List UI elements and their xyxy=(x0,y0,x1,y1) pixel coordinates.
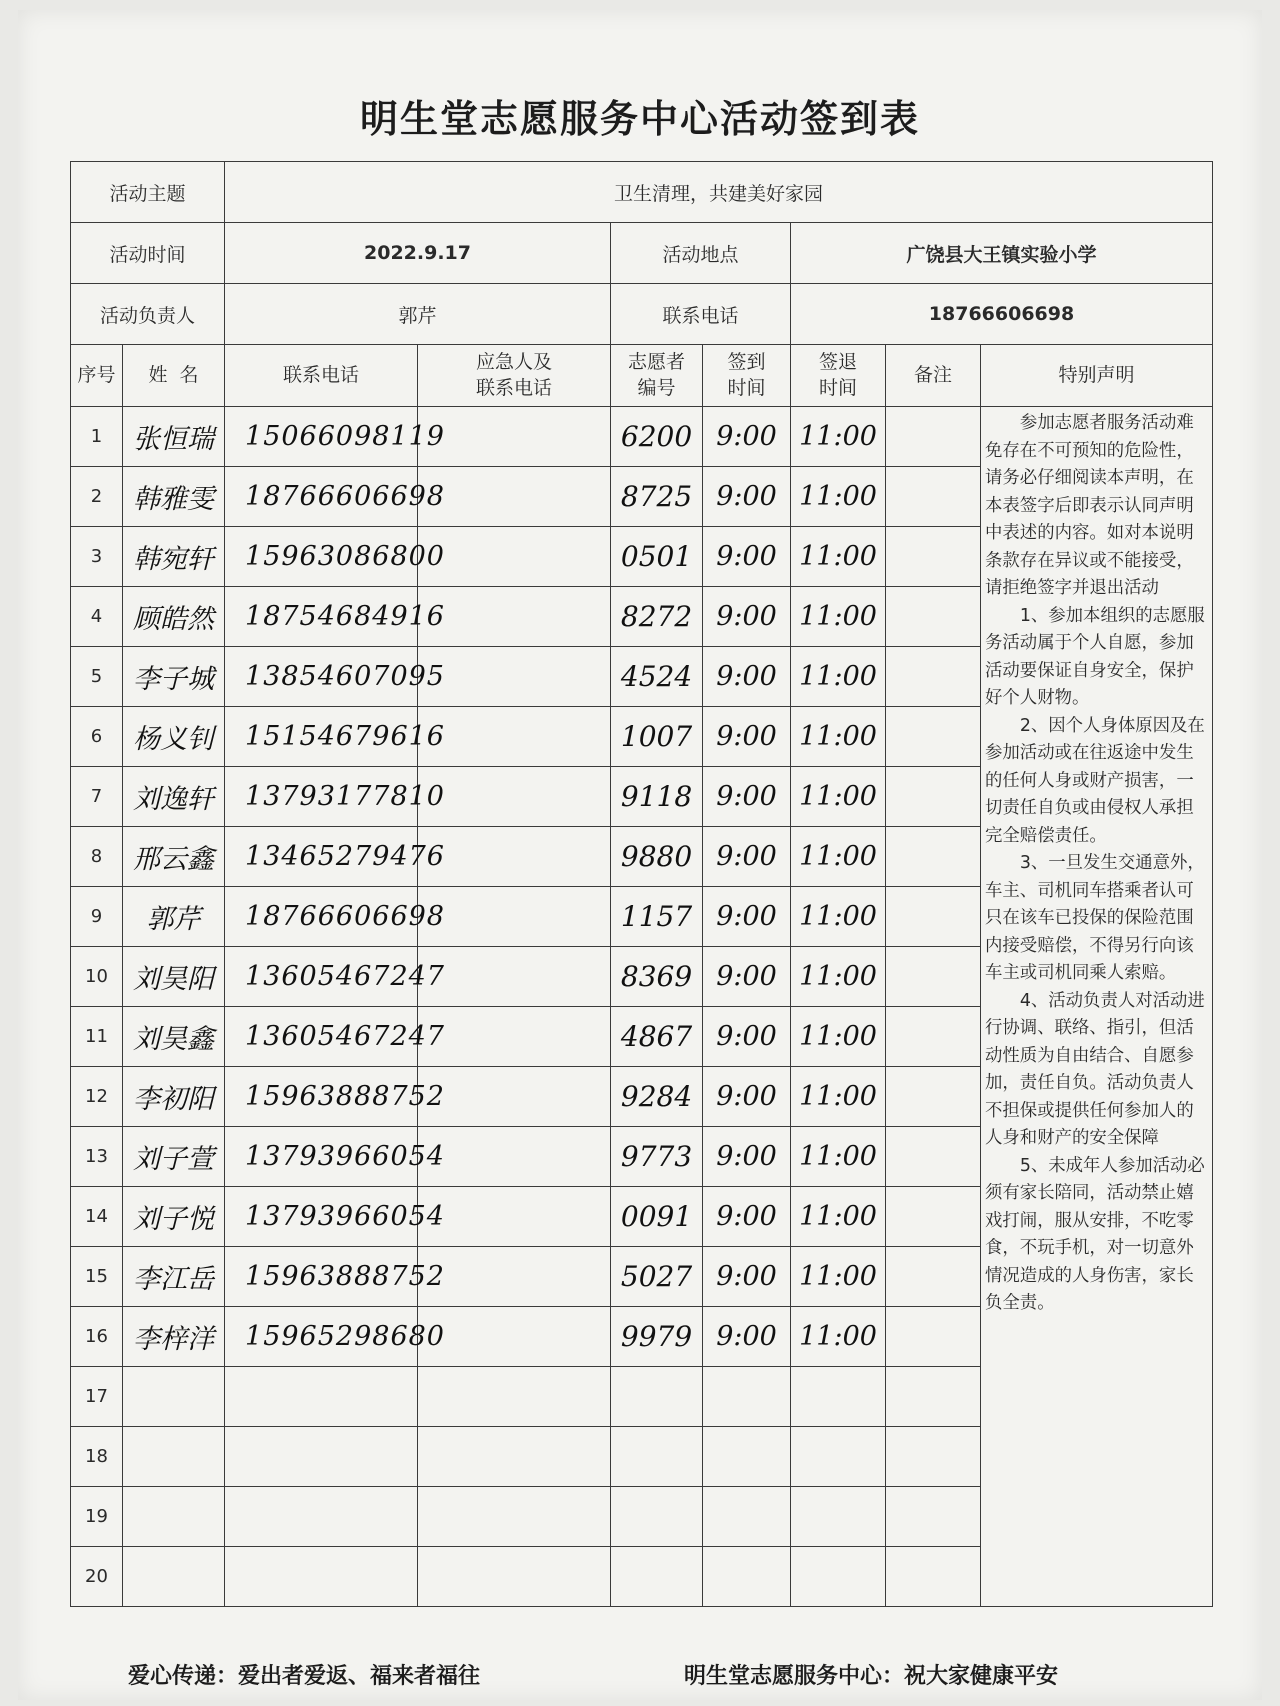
statement-paragraph: 4、活动负责人对活动进行协调、联络、指引，但活动性质为自由结合、自愿参加，责任自负。活动负责人不担保或提供任何参加人的人身和财产的安全保障 xyxy=(985,990,1205,1148)
row-remark xyxy=(886,1367,981,1427)
row-volunteer-id: 1157 xyxy=(611,887,703,947)
row-remark xyxy=(886,767,981,827)
table-row xyxy=(71,407,1213,467)
row-checkout-time: 11:00 xyxy=(791,1067,886,1127)
row-emergency xyxy=(418,887,611,947)
row-checkout-time xyxy=(791,1427,886,1487)
row-checkin-time: 9:00 xyxy=(703,767,791,827)
row-seq: 15 xyxy=(71,1247,123,1307)
row-volunteer-id xyxy=(611,1427,703,1487)
row-remark xyxy=(886,467,981,527)
row-remark xyxy=(886,1127,981,1187)
row-volunteer-id: 1007 xyxy=(611,707,703,767)
row-volunteer-id xyxy=(611,1547,703,1607)
header-checkout-line2: 时间 xyxy=(819,376,858,399)
row-name: 刘昊阳 xyxy=(123,947,225,1007)
row-emergency xyxy=(418,1127,611,1187)
row-volunteer-id: 4524 xyxy=(611,647,703,707)
row-volunteer-id xyxy=(611,1487,703,1547)
row-seq: 18 xyxy=(71,1427,123,1487)
row-name xyxy=(123,1367,225,1427)
row-name: 杨义钊 xyxy=(123,707,225,767)
row-phone: 18766606698 xyxy=(225,887,418,947)
row-name: 邢云鑫 xyxy=(123,827,225,887)
row-checkin-time xyxy=(703,1367,791,1427)
leader-label: 活动负责人 xyxy=(71,284,225,345)
header-emergency xyxy=(418,345,611,407)
row-volunteer-id: 0091 xyxy=(611,1187,703,1247)
row-checkout-time: 11:00 xyxy=(791,647,886,707)
row-seq: 19 xyxy=(71,1487,123,1547)
row-checkout-time: 11:00 xyxy=(791,1127,886,1187)
row-name: 李初阳 xyxy=(123,1067,225,1127)
statement-paragraph: 3、一旦发生交通意外，车主、司机同车搭乘者认可只在该车已投保的保险范围内接受赔偿，不得另行向该车主或司机同乘人索赔。 xyxy=(985,853,1205,983)
row-remark xyxy=(886,587,981,647)
row-checkin-time: 9:00 xyxy=(703,587,791,647)
row-seq: 16 xyxy=(71,1307,123,1367)
row-seq: 20 xyxy=(71,1547,123,1607)
row-phone xyxy=(225,1547,418,1607)
row-checkin-time xyxy=(703,1487,791,1547)
info-row-theme xyxy=(71,162,1213,223)
row-checkin-time: 9:00 xyxy=(703,407,791,467)
row-phone xyxy=(225,1487,418,1547)
row-name: 顾皓然 xyxy=(123,587,225,647)
row-phone: 13793966054 xyxy=(225,1127,418,1187)
sign-in-table xyxy=(70,161,1213,1607)
row-volunteer-id: 9773 xyxy=(611,1127,703,1187)
time-label: 活动时间 xyxy=(71,223,225,284)
row-checkout-time: 11:00 xyxy=(791,1307,886,1367)
row-seq: 6 xyxy=(71,707,123,767)
row-checkin-time: 9:00 xyxy=(703,1007,791,1067)
row-phone xyxy=(225,1367,418,1427)
row-seq: 17 xyxy=(71,1367,123,1427)
row-checkin-time: 9:00 xyxy=(703,647,791,707)
row-remark xyxy=(886,407,981,467)
row-seq: 5 xyxy=(71,647,123,707)
row-name: 韩宛轩 xyxy=(123,527,225,587)
header-checkin-line1: 签到 xyxy=(727,350,766,373)
row-name xyxy=(123,1547,225,1607)
row-checkin-time: 9:00 xyxy=(703,707,791,767)
row-phone xyxy=(225,1427,418,1487)
row-seq: 8 xyxy=(71,827,123,887)
row-remark xyxy=(886,1307,981,1367)
header-checkout-line1: 签退 xyxy=(819,350,858,373)
row-checkin-time: 9:00 xyxy=(703,1247,791,1307)
statement-paragraph: 1、参加本组织的志愿服务活动属于个人自愿，参加活动要保证自身安全，保护好个人财物。 xyxy=(985,605,1205,708)
page-title: 明生堂志愿服务中心活动签到表 xyxy=(359,97,920,141)
place-label: 活动地点 xyxy=(611,223,791,284)
row-name: 李梓洋 xyxy=(123,1307,225,1367)
row-seq: 2 xyxy=(71,467,123,527)
row-emergency xyxy=(418,1187,611,1247)
row-checkout-time: 11:00 xyxy=(791,1007,886,1067)
row-checkout-time xyxy=(791,1547,886,1607)
header-seq: 序号 xyxy=(71,345,123,407)
row-phone: 15066098119 xyxy=(225,407,418,467)
row-emergency xyxy=(418,827,611,887)
row-seq: 7 xyxy=(71,767,123,827)
row-emergency xyxy=(418,1247,611,1307)
row-phone: 15963888752 xyxy=(225,1067,418,1127)
row-remark xyxy=(886,827,981,887)
row-remark xyxy=(886,1067,981,1127)
header-statement: 特别声明 xyxy=(981,345,1213,407)
row-phone: 18754684916 xyxy=(225,587,418,647)
header-checkin xyxy=(703,345,791,407)
row-name xyxy=(123,1487,225,1547)
row-emergency xyxy=(418,527,611,587)
footer-left-slogan: 爱心传递：爱出者爱返、福来者福往 xyxy=(128,1664,481,1689)
row-seq: 10 xyxy=(71,947,123,1007)
row-remark xyxy=(886,947,981,1007)
theme-value: 卫生清理，共建美好家园 xyxy=(225,162,1213,223)
row-checkout-time: 11:00 xyxy=(791,407,886,467)
row-remark xyxy=(886,1547,981,1607)
row-emergency xyxy=(418,947,611,1007)
row-remark xyxy=(886,1487,981,1547)
row-volunteer-id: 9118 xyxy=(611,767,703,827)
row-name: 郭芹 xyxy=(123,887,225,947)
statement-paragraph: 参加志愿者服务活动难免存在不可预知的危险性，请务必仔细阅读本声明，在本表签字后即表示认同声明中表述的内容。如对本说明条款存在异议或不能接受，请拒绝签字并退出活动 xyxy=(985,413,1194,598)
row-checkout-time xyxy=(791,1367,886,1427)
row-name: 李子城 xyxy=(123,647,225,707)
row-seq: 4 xyxy=(71,587,123,647)
row-name: 刘子悦 xyxy=(123,1187,225,1247)
row-name: 刘子萱 xyxy=(123,1127,225,1187)
row-volunteer-id: 9284 xyxy=(611,1067,703,1127)
leader-phone-value: 18766606698 xyxy=(791,284,1213,345)
row-emergency xyxy=(418,1487,611,1547)
row-volunteer-id: 0501 xyxy=(611,527,703,587)
row-phone: 15963888752 xyxy=(225,1247,418,1307)
row-emergency xyxy=(418,1427,611,1487)
row-checkin-time: 9:00 xyxy=(703,1127,791,1187)
row-phone: 13793177810 xyxy=(225,767,418,827)
row-checkout-time: 11:00 xyxy=(791,947,886,1007)
row-emergency xyxy=(418,1547,611,1607)
header-checkin-line2: 时间 xyxy=(727,376,766,399)
row-name: 李江岳 xyxy=(123,1247,225,1307)
row-checkout-time: 11:00 xyxy=(791,827,886,887)
row-volunteer-id: 4867 xyxy=(611,1007,703,1067)
column-header-row xyxy=(71,345,1213,407)
special-statement xyxy=(981,407,1213,1607)
header-volunteer-id xyxy=(611,345,703,407)
row-remark xyxy=(886,707,981,767)
row-checkout-time: 11:00 xyxy=(791,707,886,767)
time-value: 2022.9.17 xyxy=(225,223,611,284)
row-emergency xyxy=(418,587,611,647)
row-volunteer-id: 9880 xyxy=(611,827,703,887)
theme-label: 活动主题 xyxy=(71,162,225,223)
row-volunteer-id: 8369 xyxy=(611,947,703,1007)
row-remark xyxy=(886,887,981,947)
row-name: 张恒瑞 xyxy=(123,407,225,467)
row-checkout-time: 11:00 xyxy=(791,527,886,587)
row-checkin-time: 9:00 xyxy=(703,1307,791,1367)
row-emergency xyxy=(418,1067,611,1127)
row-volunteer-id xyxy=(611,1367,703,1427)
header-checkout xyxy=(791,345,886,407)
info-row-leader xyxy=(71,284,1213,345)
row-emergency xyxy=(418,467,611,527)
row-volunteer-id: 6200 xyxy=(611,407,703,467)
row-remark xyxy=(886,647,981,707)
row-phone: 13854607095 xyxy=(225,647,418,707)
row-remark xyxy=(886,527,981,587)
row-volunteer-id: 5027 xyxy=(611,1247,703,1307)
leader-phone-label: 联系电话 xyxy=(611,284,791,345)
row-phone: 15963086800 xyxy=(225,527,418,587)
row-checkin-time: 9:00 xyxy=(703,1187,791,1247)
row-checkout-time xyxy=(791,1487,886,1547)
row-seq: 11 xyxy=(71,1007,123,1067)
row-phone: 15965298680 xyxy=(225,1307,418,1367)
header-emergency-line1: 应急人及 xyxy=(476,350,553,373)
row-phone: 13605467247 xyxy=(225,947,418,1007)
row-seq: 1 xyxy=(71,407,123,467)
row-checkin-time: 9:00 xyxy=(703,527,791,587)
statement-paragraph: 5、未成年人参加活动必须有家长陪同，活动禁止嬉戏打闹，服从安排，不吃零食，不玩手机，对一切意外情况造成的人身伤害，家长负全责。 xyxy=(985,1155,1205,1313)
row-phone: 15154679616 xyxy=(225,707,418,767)
row-emergency xyxy=(418,767,611,827)
row-volunteer-id: 9979 xyxy=(611,1307,703,1367)
statement-paragraph: 2、因个人身体原因及在参加活动或在往返途中发生的任何人身或财产损害，一切责任自负或由侵权人承担完全赔偿责任。 xyxy=(985,715,1205,846)
row-checkin-time: 9:00 xyxy=(703,1067,791,1127)
row-emergency xyxy=(418,707,611,767)
place-value: 广饶县大王镇实验小学 xyxy=(791,223,1213,284)
row-name: 刘逸轩 xyxy=(123,767,225,827)
row-volunteer-id: 8725 xyxy=(611,467,703,527)
row-checkout-time: 11:00 xyxy=(791,1187,886,1247)
row-phone: 13793966054 xyxy=(225,1187,418,1247)
header-volunteer-id-line2: 编号 xyxy=(637,376,676,399)
row-seq: 13 xyxy=(71,1127,123,1187)
row-emergency xyxy=(418,647,611,707)
row-checkout-time: 11:00 xyxy=(791,467,886,527)
row-checkin-time: 9:00 xyxy=(703,827,791,887)
header-volunteer-id-line1: 志愿者 xyxy=(628,350,686,373)
row-seq: 3 xyxy=(71,527,123,587)
row-emergency xyxy=(418,1367,611,1427)
signature-rows xyxy=(71,407,1213,1607)
header-emergency-line2: 联系电话 xyxy=(476,376,553,399)
row-name: 刘昊鑫 xyxy=(123,1007,225,1067)
row-volunteer-id: 8272 xyxy=(611,587,703,647)
row-seq: 14 xyxy=(71,1187,123,1247)
row-checkout-time: 11:00 xyxy=(791,887,886,947)
row-checkin-time xyxy=(703,1547,791,1607)
row-remark xyxy=(886,1187,981,1247)
row-emergency xyxy=(418,1007,611,1067)
footer-right-slogan: 明生堂志愿服务中心：祝大家健康平安 xyxy=(684,1664,1059,1689)
row-checkin-time: 9:00 xyxy=(703,887,791,947)
row-checkin-time xyxy=(703,1427,791,1487)
row-phone: 13605467247 xyxy=(225,1007,418,1067)
row-name: 韩雅雯 xyxy=(123,467,225,527)
info-row-time xyxy=(71,223,1213,284)
row-checkin-time: 9:00 xyxy=(703,947,791,1007)
row-seq: 12 xyxy=(71,1067,123,1127)
row-checkout-time: 11:00 xyxy=(791,587,886,647)
row-remark xyxy=(886,1247,981,1307)
row-emergency xyxy=(418,1307,611,1367)
row-phone: 13465279476 xyxy=(225,827,418,887)
header-phone: 联系电话 xyxy=(225,345,418,407)
row-remark xyxy=(886,1007,981,1067)
row-emergency xyxy=(418,407,611,467)
leader-value: 郭芹 xyxy=(225,284,611,345)
header-name: 姓 名 xyxy=(123,345,225,407)
row-name xyxy=(123,1427,225,1487)
header-remark: 备注 xyxy=(886,345,981,407)
row-remark xyxy=(886,1427,981,1487)
row-checkout-time: 11:00 xyxy=(791,767,886,827)
row-checkin-time: 9:00 xyxy=(703,467,791,527)
row-phone: 18766606698 xyxy=(225,467,418,527)
row-checkout-time: 11:00 xyxy=(791,1247,886,1307)
row-seq: 9 xyxy=(71,887,123,947)
